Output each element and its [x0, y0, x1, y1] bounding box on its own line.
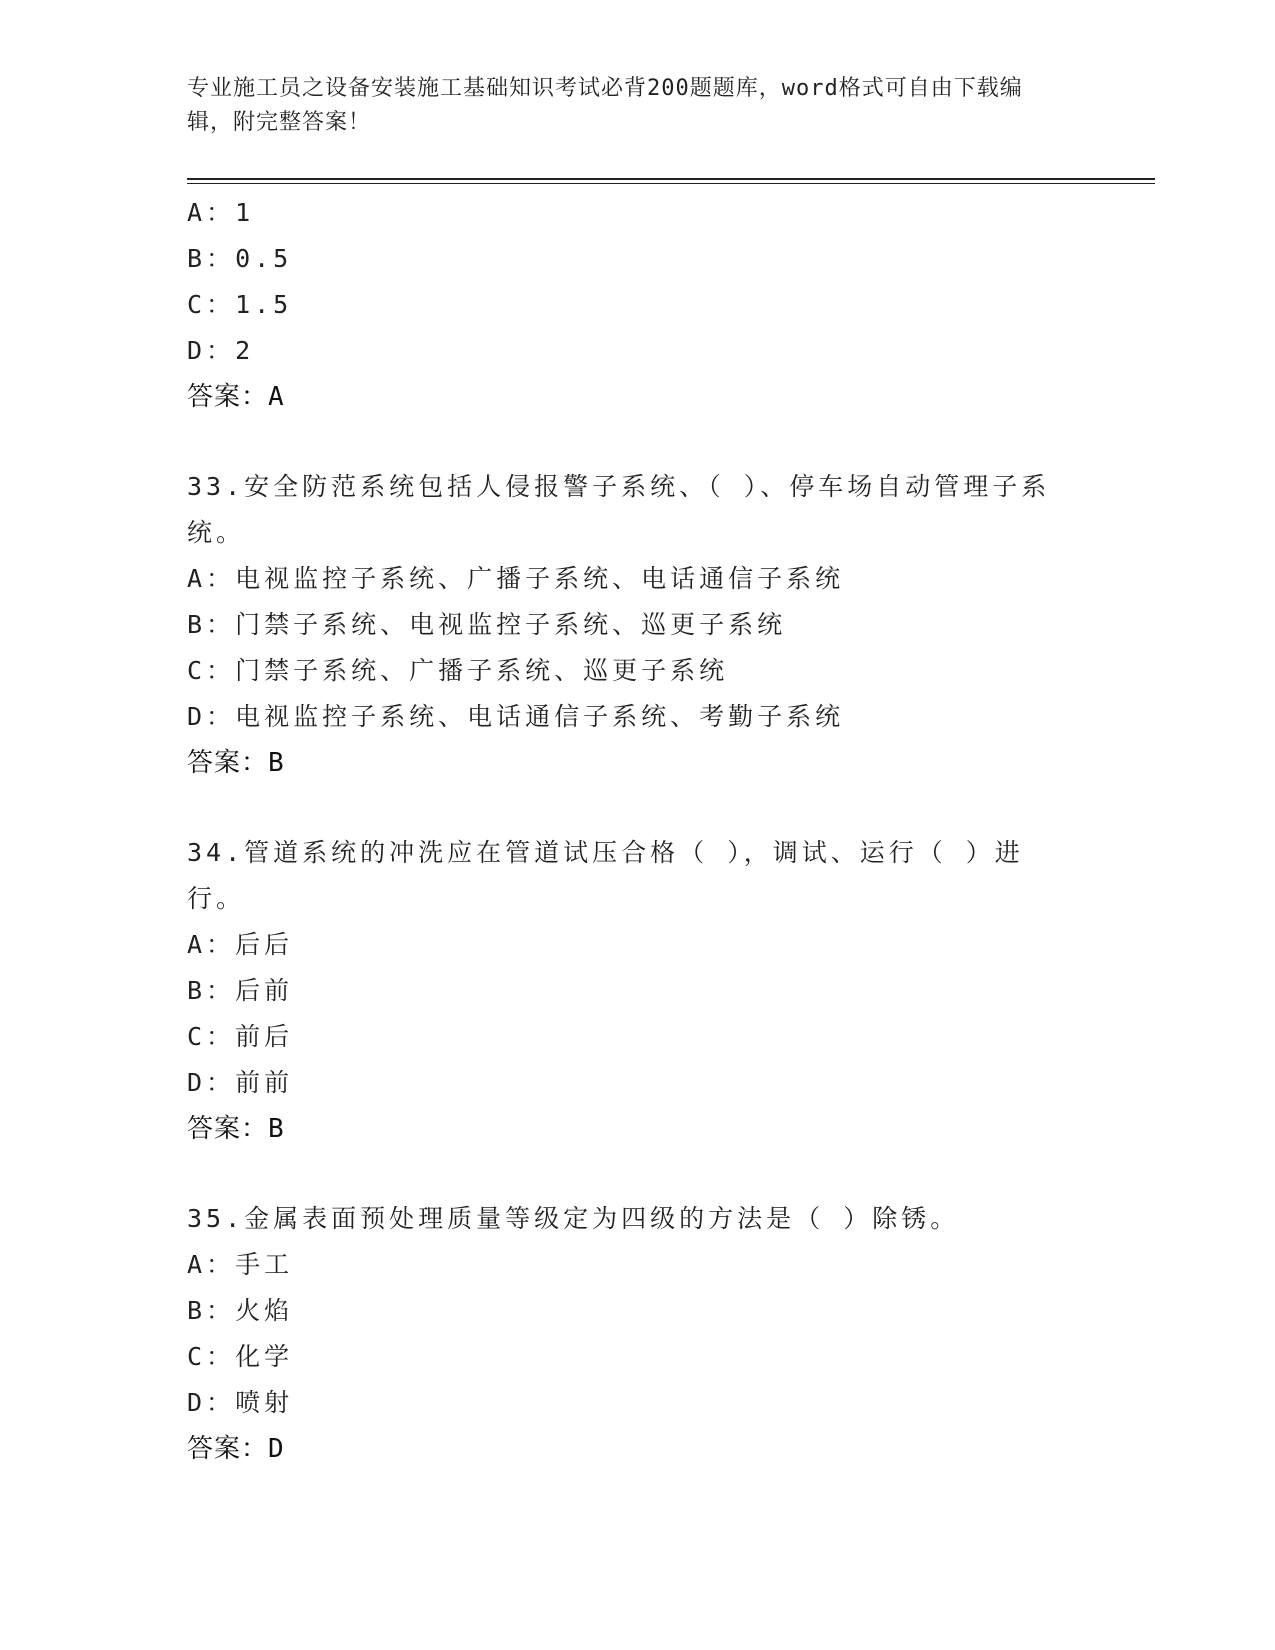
question-stem: 34.管道系统的冲洗应在管道试压合格（ ），调试、运行（ ）进行。: [187, 838, 1024, 913]
option-d: [187, 328, 1087, 374]
option-text: 前前: [235, 1068, 294, 1097]
answer-line: 答案：B: [187, 748, 285, 778]
option-a: [187, 556, 1087, 602]
answer-line: 答案：D: [187, 1434, 285, 1464]
option-c: [187, 282, 1087, 328]
option-label: C：: [187, 1022, 236, 1051]
option-text: 化学: [235, 1342, 294, 1371]
option-label: D：: [187, 1068, 236, 1097]
option-text: 前后: [235, 1022, 294, 1051]
previous-question-options: [187, 190, 1087, 420]
option-a: [187, 190, 1087, 236]
question-stem: 35.金属表面预处理质量等级定为四级的方法是（ ）除锈。: [187, 1204, 960, 1233]
option-text: 后后: [235, 930, 294, 959]
option-label: A：: [187, 930, 236, 959]
option-text: 门禁子系统、广播子系统、巡更子系统: [235, 656, 729, 685]
option-a: [187, 1242, 1087, 1288]
option-b: [187, 236, 1087, 282]
option-text: 0.5: [235, 244, 293, 273]
option-text: 喷射: [235, 1388, 294, 1417]
header-divider-thick: [187, 178, 1155, 180]
option-text: 1.5: [235, 290, 293, 319]
option-text: 1: [235, 198, 255, 227]
option-d: [187, 694, 1087, 740]
option-label: B：: [187, 1296, 236, 1325]
option-label: D：: [187, 336, 236, 365]
question-33: [187, 464, 1087, 786]
option-label: C：: [187, 656, 236, 685]
question-stem: 33.安全防范系统包括人侵报警子系统、（ ）、停车场自动管理子系统。: [187, 472, 1051, 547]
question-list: [187, 190, 1087, 1472]
option-b: [187, 968, 1087, 1014]
option-text: 门禁子系统、电视监控子系统、巡更子系统: [235, 610, 787, 639]
option-d: [187, 1060, 1087, 1106]
option-label: B：: [187, 976, 236, 1005]
option-label: A：: [187, 1250, 236, 1279]
option-text: 2: [235, 336, 255, 365]
option-a: [187, 922, 1087, 968]
option-label: D：: [187, 702, 236, 731]
option-text: 手工: [235, 1250, 294, 1279]
option-text: 电视监控子系统、广播子系统、电话通信子系统: [235, 564, 845, 593]
option-d: [187, 1380, 1087, 1426]
option-label: C：: [187, 290, 236, 319]
option-text: 火焰: [235, 1296, 294, 1325]
option-label: B：: [187, 610, 236, 639]
option-label: C：: [187, 1342, 236, 1371]
option-c: [187, 648, 1087, 694]
option-c: [187, 1334, 1087, 1380]
option-label: B：: [187, 244, 236, 273]
answer-line: 答案：A: [187, 382, 285, 412]
option-text: 后前: [235, 976, 294, 1005]
option-b: [187, 602, 1087, 648]
option-label: A：: [187, 198, 236, 227]
option-b: [187, 1288, 1087, 1334]
answer-line: 答案：B: [187, 1114, 285, 1144]
question-35: [187, 1196, 1087, 1472]
option-label: D：: [187, 1388, 236, 1417]
option-c: [187, 1014, 1087, 1060]
option-label: A：: [187, 564, 236, 593]
question-34: [187, 830, 1087, 1152]
option-text: 电视监控子系统、电话通信子系统、考勤子系统: [235, 702, 845, 731]
header-divider-thin: [187, 183, 1155, 184]
document-header: 专业施工员之设备安装施工基础知识考试必背200题题库，word格式可自由下载编辑，附完整答案！: [187, 76, 1023, 135]
